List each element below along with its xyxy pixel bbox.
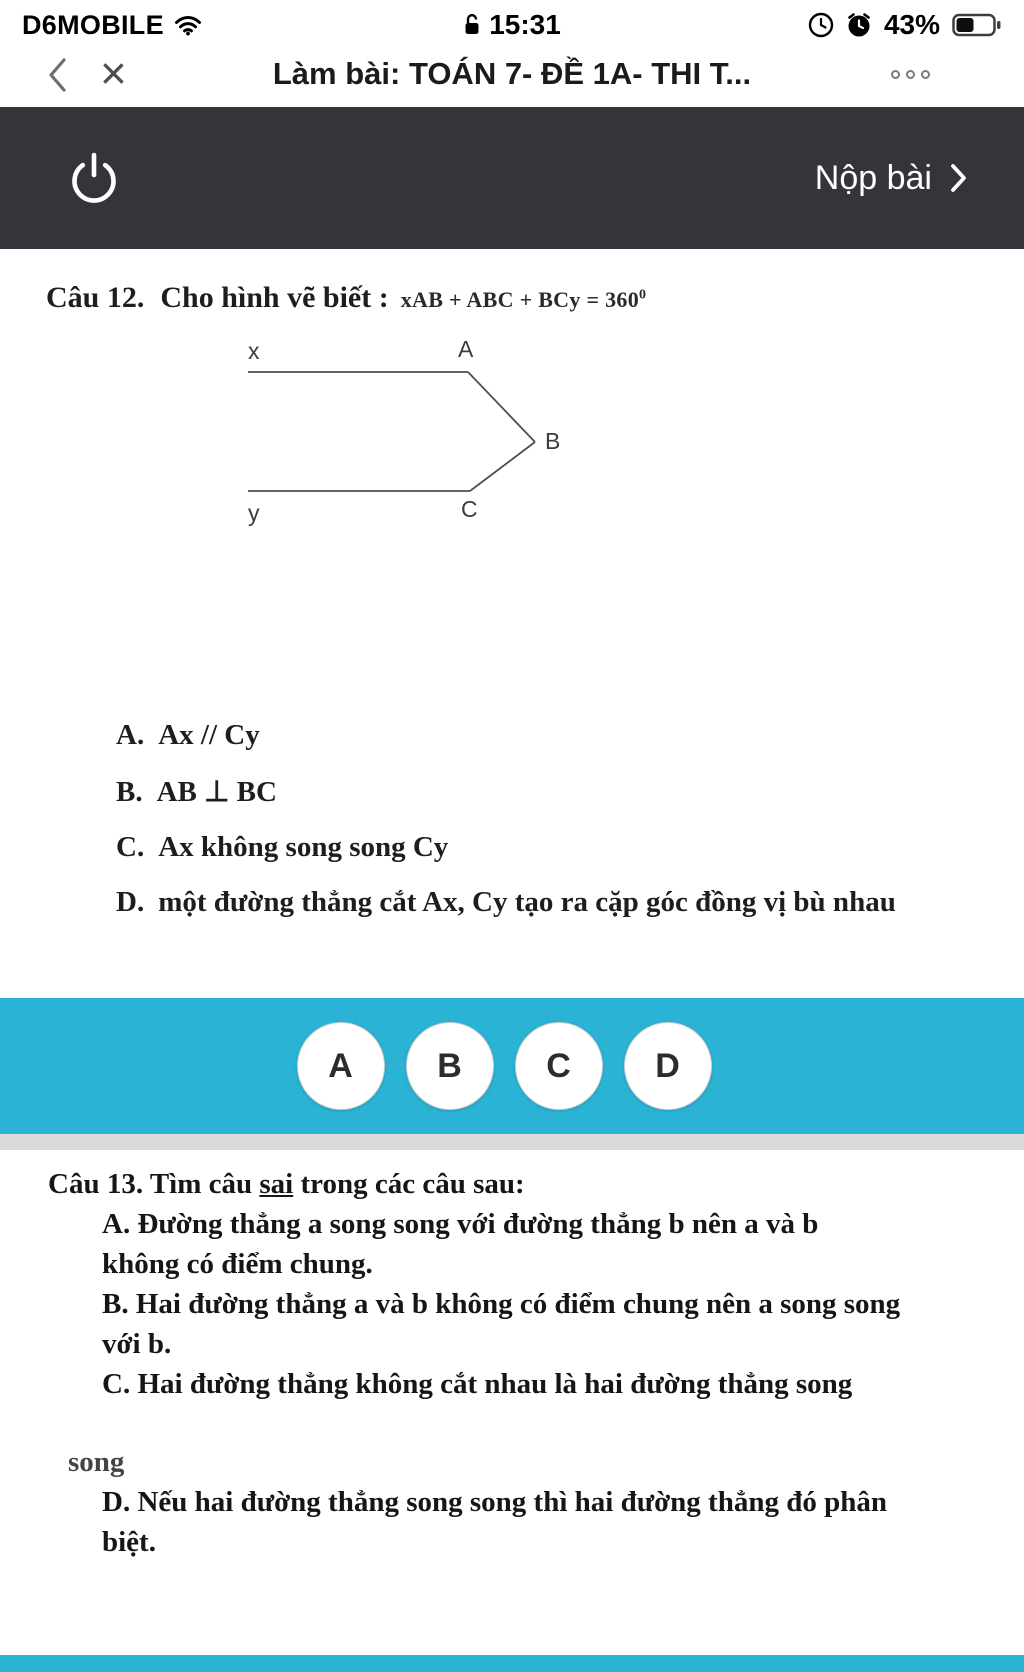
option-text: Nếu hai đường thẳng song song thì hai đường thẳng đó phân biệt. [102,1486,887,1558]
geometry-figure [238,339,583,539]
back-chevron-icon[interactable] [46,57,68,93]
wifi-icon [174,14,202,36]
figure-label-x: x [248,339,260,364]
formula-superscript: 0 [639,287,647,303]
power-icon[interactable] [64,148,124,208]
answer-choice-c[interactable]: C [515,1022,603,1110]
alarm-clock-icon [846,12,872,38]
clock-time: 15:31 [489,9,561,40]
option-text: Hai đường thẳng không cắt nhau là hai đường thẳng song [137,1368,853,1400]
option-key: A. [102,1208,131,1240]
q13-option-c-overflow-word: song [68,1446,125,1478]
option-text: Ax // Cy [158,719,260,751]
answer-choice-d[interactable]: D [624,1022,712,1110]
question-13-heading [48,1164,976,1204]
q12-option-d [116,886,896,919]
question-12-formula: xAB + ABC + BCy = $360^0$ [400,287,647,312]
option-text: một đường thẳng cắt Ax, Cy tạo ra cặp góc đồng vị bù nhau [158,886,896,918]
option-key: B. [116,776,143,808]
nav-bar [0,42,1024,107]
q12-option-b [116,774,896,809]
submit-button[interactable] [815,159,968,198]
status-center [352,9,672,41]
q13-prompt-before: Tìm câu [149,1168,260,1200]
q12-option-c [116,831,896,864]
submit-label: Nộp bài [814,158,932,197]
option-key: C. [102,1368,131,1400]
figure-label-c: C [461,496,478,522]
clock-icon [808,12,834,38]
answer-choice-bar [0,998,1024,1134]
dot [891,70,900,79]
battery-percent-label: 43% [883,9,940,40]
answer-choice-b[interactable]: B [406,1022,494,1110]
option-key: D. [116,886,145,918]
dot [906,70,915,79]
question-13-section [0,1150,1024,1655]
section-divider [0,1134,1024,1150]
q13-option-a [102,1204,902,1284]
option-key: A. [116,719,145,751]
option-text: AB ⊥ BC [156,776,277,808]
q12-option-a [116,719,896,752]
status-right [672,9,1002,41]
dot [921,70,930,79]
close-icon[interactable]: × [100,47,127,99]
figure-label-a: A [458,339,474,362]
question-12-section [0,249,1024,998]
status-bar [0,0,1024,42]
next-answer-bar-edge [0,1655,1024,1672]
chevron-right-icon [950,163,968,193]
q13-prompt-emphasis: sai [259,1168,294,1200]
answer-choice-a[interactable]: A [297,1022,385,1110]
question-12-number: Câu 12. [46,281,145,314]
figure-label-y: y [248,500,260,526]
exam-header [0,107,1024,249]
option-text: Đường thẳng a song song với đường thẳng b nên a và b không có điểm chung. [102,1208,819,1280]
q13-prompt-after: trong các câu sau: [293,1168,525,1200]
status-left [22,10,352,41]
q13-option-b [102,1284,902,1364]
option-text: Ax không song song Cy [158,831,449,863]
q13-option-d [102,1482,902,1562]
question-12-prompt: Cho hình vẽ biết : [160,281,389,314]
page-title: Làm bài: TOÁN 7- ĐỀ 1A- THI T... [272,56,752,91]
lock-icon [463,13,481,37]
option-key: C. [116,831,145,863]
question-12-options [116,719,896,941]
question-13-number: Câu 13. [48,1168,144,1200]
battery-icon [952,13,1002,37]
option-key: D. [102,1486,131,1518]
option-text: Hai đường thẳng a và b không có điểm chung nên a song song với b. [102,1288,901,1360]
carrier-label: D6MOBILE [22,9,164,40]
q13-option-c [102,1364,902,1404]
question-12-heading [46,281,646,315]
option-key: B. [102,1288,129,1320]
figure-label-b: B [545,428,561,454]
more-options-icon[interactable] [891,70,930,79]
